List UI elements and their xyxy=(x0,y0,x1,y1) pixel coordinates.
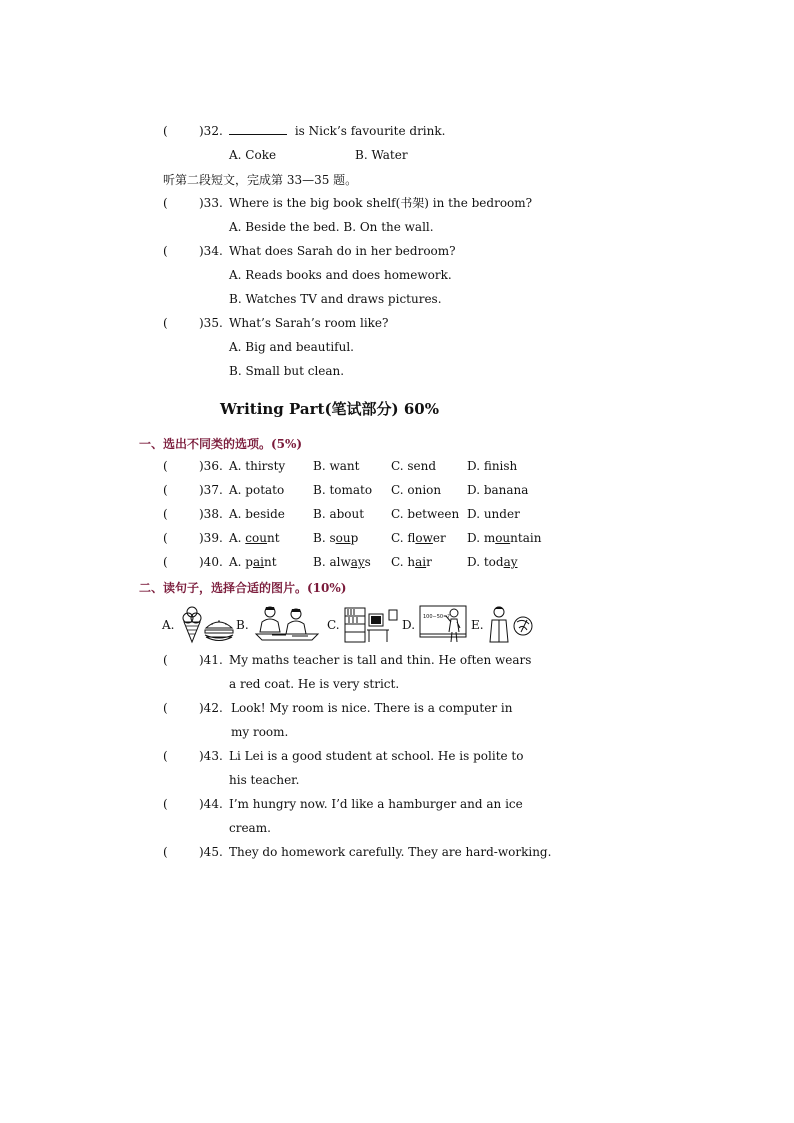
answer-bracket-44: ( xyxy=(163,797,168,811)
question-number-35: )35. xyxy=(199,316,223,330)
answer-bracket-34: ( xyxy=(163,244,168,258)
option-38-b: B. about xyxy=(313,507,365,521)
option-34-a: A. Reads books and does homework. xyxy=(229,268,452,282)
option-36-b: B. want xyxy=(313,459,360,473)
question-35-text: What’s Sarah’s room like? xyxy=(229,316,389,330)
option-36-a: A. thirsty xyxy=(229,459,286,473)
question-32-text: is Nick’s favourite drink. xyxy=(229,123,445,139)
question-number-44: )44. xyxy=(199,797,223,811)
option-40-b: B. always xyxy=(313,555,371,569)
writing-part-title: Writing Part(笔试部分) 60% xyxy=(220,400,439,418)
option-40-a: A. paint xyxy=(229,555,277,569)
blackboard-equation: 100−50=? xyxy=(423,614,450,620)
passage-two-instruction: 听第二段短文，完成第 33—35 题。 xyxy=(163,173,358,187)
answer-bracket-35: ( xyxy=(163,316,168,330)
question-41-line-2: a red coat. He is very strict. xyxy=(229,677,400,691)
question-42-line-2: my room. xyxy=(231,725,289,739)
answer-bracket-37: ( xyxy=(163,483,168,497)
option-37-b: B. tomato xyxy=(313,483,373,497)
question-43-line-1: Li Lei is a good student at school. He is polite to xyxy=(229,749,524,763)
option-32-a: A. Coke xyxy=(229,148,277,162)
options-33: A. Beside the bed. B. On the wall. xyxy=(229,220,434,234)
question-45-line-1: They do homework carefully. They are hard-working. xyxy=(229,845,552,859)
question-44-line-1: I’m hungry now. I’d like a hamburger and an ice xyxy=(229,797,523,811)
answer-bracket-41: ( xyxy=(163,653,168,667)
picture-label-a: A. xyxy=(162,618,175,632)
teacher-blackboard-picture xyxy=(418,604,468,644)
answer-bracket-32: ( xyxy=(163,124,168,138)
option-37-c: C. onion xyxy=(391,483,442,497)
question-number-32: )32. xyxy=(199,124,223,138)
question-44-line-2: cream. xyxy=(229,821,271,835)
option-40-d: D. today xyxy=(467,555,518,569)
question-number-43: )43. xyxy=(199,749,223,763)
question-number-42: )42. xyxy=(199,701,223,715)
section-2-heading: 二、读句子，选择合适的图片。(10%) xyxy=(139,581,347,595)
question-33-text: Where is the big book shelf(书架) in the bedroom? xyxy=(229,196,533,210)
question-number-34: )34. xyxy=(199,244,223,258)
answer-blank[interactable] xyxy=(229,123,287,135)
option-37-a: A. potato xyxy=(229,483,285,497)
section-1-heading: 一、选出不同类的选项。(5%) xyxy=(139,437,303,451)
question-43-line-2: his teacher. xyxy=(229,773,300,787)
question-42-line-1: Look! My room is nice. There is a computer in xyxy=(231,701,513,715)
picture-label-b: B. xyxy=(236,618,249,632)
option-35-b: B. Small but clean. xyxy=(229,364,345,378)
students-homework-picture xyxy=(252,604,322,644)
question-34-text: What does Sarah do in her bedroom? xyxy=(229,244,456,258)
option-34-b: B. Watches TV and draws pictures. xyxy=(229,292,442,306)
answer-bracket-40: ( xyxy=(163,555,168,569)
answer-bracket-38: ( xyxy=(163,507,168,521)
question-number-39: )39. xyxy=(199,531,223,545)
option-37-d: D. banana xyxy=(467,483,529,497)
answer-bracket-33: ( xyxy=(163,196,168,210)
option-39-b: B. soup xyxy=(313,531,359,545)
option-38-d: D. under xyxy=(467,507,520,521)
option-38-a: A. beside xyxy=(229,507,285,521)
picture-label-c: C. xyxy=(327,618,340,632)
option-39-a: A. count xyxy=(229,531,280,545)
option-39-c: C. flower xyxy=(391,531,446,545)
answer-bracket-39: ( xyxy=(163,531,168,545)
question-41-line-1: My maths teacher is tall and thin. He often wears xyxy=(229,653,532,667)
room-computer-picture xyxy=(343,604,399,644)
option-32-b: B. Water xyxy=(355,148,408,162)
option-36-d: D. finish xyxy=(467,459,518,473)
option-39-d: D. mountain xyxy=(467,531,542,545)
question-number-38: )38. xyxy=(199,507,223,521)
question-number-33: )33. xyxy=(199,196,223,210)
polite-boy-picture xyxy=(487,604,535,644)
answer-bracket-36: ( xyxy=(163,459,168,473)
option-36-c: C. send xyxy=(391,459,437,473)
question-number-45: )45. xyxy=(199,845,223,859)
picture-label-d: D. xyxy=(402,618,416,632)
answer-bracket-43: ( xyxy=(163,749,168,763)
question-number-37: )37. xyxy=(199,483,223,497)
answer-bracket-42: ( xyxy=(163,701,168,715)
question-number-41: )41. xyxy=(199,653,223,667)
question-number-40: )40. xyxy=(199,555,223,569)
picture-options xyxy=(162,604,542,644)
answer-bracket-45: ( xyxy=(163,845,168,859)
question-number-36: )36. xyxy=(199,459,223,473)
ice-cream-hamburger-picture xyxy=(178,604,234,644)
option-38-c: C. between xyxy=(391,507,460,521)
option-40-c: C. hair xyxy=(391,555,432,569)
picture-label-e: E. xyxy=(471,618,484,632)
option-35-a: A. Big and beautiful. xyxy=(229,340,354,354)
